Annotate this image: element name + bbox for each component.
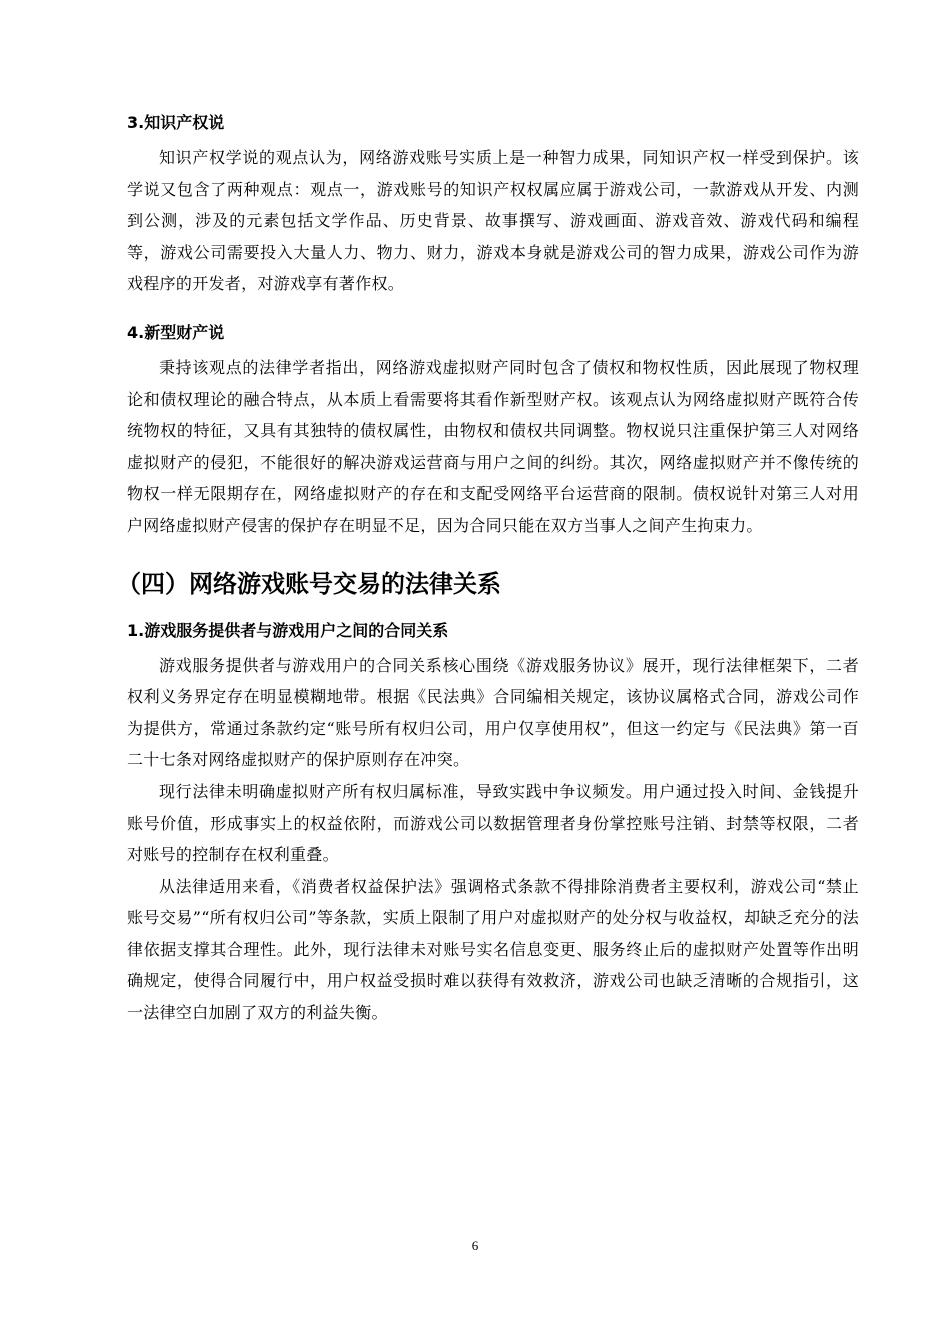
subsection-heading-1: 1.游戏服务提供者与游戏用户之间的合同关系 [127,620,449,640]
subsection-1-paragraph-2: 现行法律未明确虚拟财产所有权归属标准，导致实践中争议频发。用户通过投入时间、金钱提升账号价值，形成事实上的权益依附，而游戏公司以数据管理者身份掌控账号注销、封禁等权限，二者对账号的控制存在权利重叠。 [127,781,859,865]
chapter-heading: （四）网络游戏账号交易的法律关系 [117,569,501,598]
section-3-paragraph: 知识产权学说的观点认为，网络游戏账号实质上是一种智力成果，同知识产权一样受到保护。该学说又包含了两种观点：观点一，游戏账号的知识产权权属应属于游戏公司，一款游戏从开发、内测到公测，涉及的元素包括文学作品、历史背景、故事撰写、游戏画面、游戏音效、游戏代码和编程等，游戏公司需要投入大量人力、物力、财力，游戏本身就是游戏公司的智力成果，游戏公司作为游戏程序的开发者，对游戏享有著作权。 [127,148,859,294]
section-heading-4: 4.新型财产说 [127,322,225,342]
page-content [117,108,859,1029]
subsection-1-paragraph-3: 从法律适用来看，《消费者权益保护法》强调格式条款不得排除消费者主要权利，游戏公司“禁止账号交易”“所有权归公司”等条款，实质上限制了用户对虚拟财产的处分权与收益权，却缺乏充分的法律依据支撑其合理性。此外，现行法律未对账号实名信息变更、服务终止后的虚拟财产处置等作出明确规定，使得合同履行中，用户权益受损时难以获得有效救济，游戏公司也缺乏清晰的合规指引，这一法律空白加剧了双方的利益失衡。 [127,876,859,1023]
subsection-1-paragraph-1: 游戏服务提供者与游戏用户的合同关系核心围绕《游戏服务协议》展开，现行法律框架下，二者权利义务界定存在明显模糊地带。根据《民法典》合同编相关规定，该协议属格式合同，游戏公司作为提供方，常通过条款约定“账号所有权归公司，用户仅享使用权”，但这一约定与《民法典》第一百二十七条对网络虚拟财产的保护原则存在冲突。 [127,655,859,770]
page-number: 6 [471,1238,479,1253]
section-4-paragraph: 秉持该观点的法律学者指出，网络游戏虚拟财产同时包含了债权和物权性质，因此展现了物权理论和债权理论的融合特点，从本质上看需要将其看作新型财产权。该观点认为网络虚拟财产既符合传统物权的特征，又具有其独特的债权属性，由物权和债权共同调整。物权说只注重保护第三人对网络虚拟财产的侵犯，不能很好的解决游戏运营商与用户之间的纠纷。其次，网络虚拟财产并不像传统的物权一样无限期存在，网络虚拟财产的存在和支配受网络平台运营商的限制。债权说针对第三人对用户网络虚拟财产侵害的保护存在明显不足，因为合同只能在双方当事人之间产生拘束力。 [127,357,859,535]
section-heading-3: 3.知识产权说 [127,113,225,132]
